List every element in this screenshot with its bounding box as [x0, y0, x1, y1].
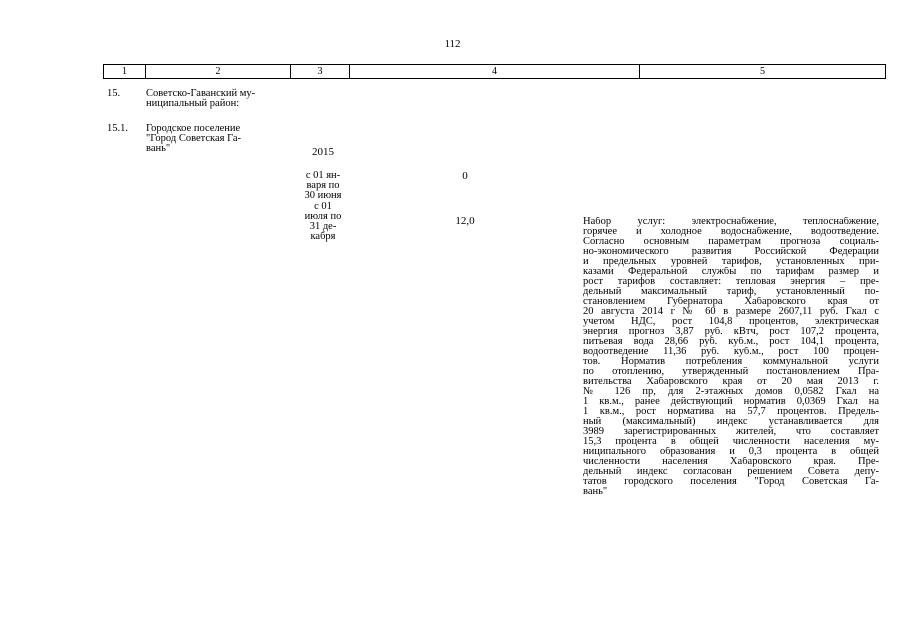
row-15-1-number: 15.1. [107, 123, 128, 134]
description-line: ниципального образования и 0,3 процента в общей [583, 447, 879, 457]
description-line: становлением Губернатора Хабаровского края от [583, 297, 879, 307]
header-col-2: 2 [146, 65, 291, 78]
description-line: водоотведение 11,36 руб. куб.м., рост 100 процен- [583, 347, 879, 357]
description-line: Набор услуг: электроснабжение, теплоснабжение, [583, 217, 879, 227]
period-1-value: 0 [462, 170, 468, 182]
description-line: рост тарифов составляет: тепловая энергия – пре- [583, 277, 879, 287]
description-line: 1 кв.м., рост норматива на 57,7 процентов. Предель- [583, 407, 879, 417]
description-line: казами Федеральной службы по тарифам размер и [583, 267, 879, 277]
period-1-label: с 01 ян- варя по 30 июня [304, 170, 342, 201]
description-line: № 126 пр, для 2-этажных домов 0,0582 Гкал на [583, 387, 879, 397]
header-col-4: 4 [350, 65, 640, 78]
description-line: вительства Хабаровского края от 20 мая 2013 г. [583, 377, 879, 387]
description-line: 15,3 процента в общей численности населения му- [583, 437, 879, 447]
table-header-row [103, 64, 886, 79]
description-line: по отоплению, утвержденный постановлением Пра- [583, 367, 879, 377]
description-text [583, 217, 879, 497]
header-col-5: 5 [760, 66, 765, 77]
description-line: дельный индекс согласован решением Совета депу- [583, 467, 879, 477]
header-col-1: 1 [104, 65, 146, 78]
description-line: ный (максимальный) индекс устанавливается для [583, 417, 879, 427]
description-line: энергия прогноз 3,87 руб. кВтч, рост 107,2 процента, [583, 327, 879, 337]
description-line: и предельных уровней тарифов, установленных при- [583, 257, 879, 267]
header-col-3: 3 [291, 65, 350, 78]
description-line: но-экономического развития Российской Федерации [583, 247, 879, 257]
description-line: 1 кв.м., ранее действующий норматив 0,0369 Гкал на [583, 397, 879, 407]
description-line: Согласно основным параметрам прогноза социаль- [583, 237, 879, 247]
description-line: горячее и холодное водоснабжение, водоотведение. [583, 227, 879, 237]
row-15-1-year: 2015 [312, 146, 334, 158]
description-line: татов городского поселения "Город Советская Га- [583, 477, 879, 487]
row-15-name: Советско-Гаванский му- ниципальный район: [146, 88, 256, 109]
row-15-number: 15. [107, 88, 121, 99]
description-line: численности населения Хабаровского края. Пре- [583, 457, 879, 467]
page-number: 112 [444, 38, 461, 50]
description-line: дельный максимальный тариф, установленный по- [583, 287, 879, 297]
description-line: тов. Норматив потребления коммунальной услуги [583, 357, 879, 367]
row-15-1-name: Городское поселение "Город Советская Га- вань" [146, 123, 242, 154]
description-line: питьевая вода 28,66 руб. куб.м., рост 104,1 процента, [583, 337, 879, 347]
description-line: учетом НДС, рост 104,8 процентов, электрическая [583, 317, 879, 327]
description-line: 3989 зарегистрированных жителей, что составляет [583, 427, 879, 437]
period-2-label: с 01 июля по 31 де- кабря [304, 201, 342, 242]
description-line: 20 августа 2014 г № 60 в размере 2607,11 руб. Гкал с [583, 307, 879, 317]
period-2-value: 12,0 [455, 215, 475, 227]
description-line: вань" [583, 487, 608, 497]
